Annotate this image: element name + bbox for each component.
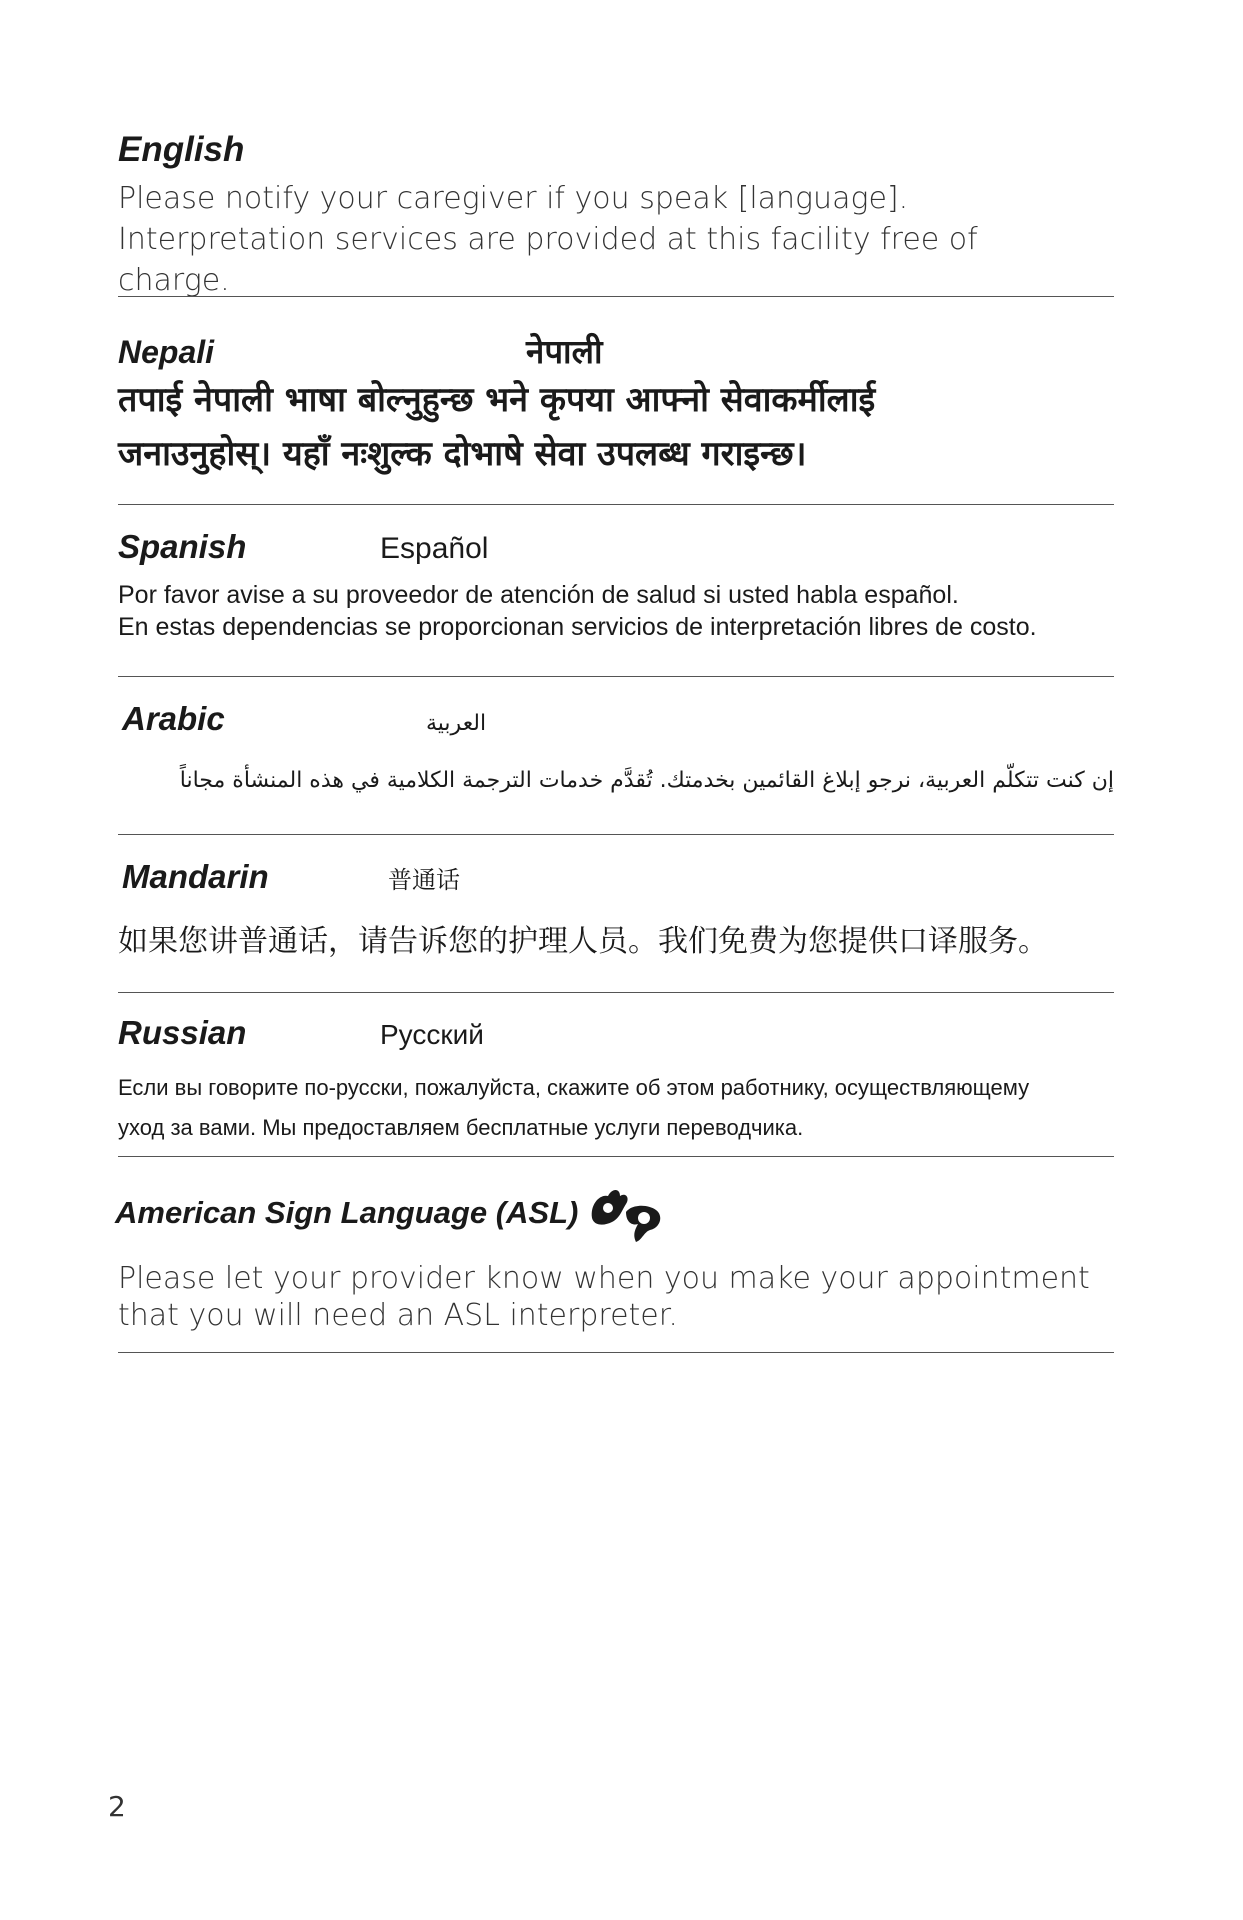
native-language-name: Español bbox=[380, 532, 489, 565]
language-label: American Sign Language (ASL) bbox=[115, 1195, 579, 1230]
divider bbox=[118, 1352, 1114, 1353]
section-russian bbox=[118, 1014, 1114, 1142]
divider bbox=[118, 992, 1114, 993]
divider bbox=[118, 676, 1114, 677]
section-nepali bbox=[118, 328, 1114, 481]
section-body: 如果您讲普通话，请告诉您的护理人员。我们免费为您提供口译服务。 bbox=[118, 924, 1048, 959]
language-label: Spanish bbox=[118, 528, 247, 565]
section-body-line: that you will need an ASL interpreter. bbox=[118, 1298, 678, 1333]
language-label: Nepali bbox=[118, 334, 215, 370]
section-body: إن كنت تتكلّم العربية، نرجو إبلاغ القائمين بخدمتك. تُقدَّم خدمات الترجمة الكلامية في هذه المنشأة مجاناً bbox=[179, 768, 1114, 793]
section-body-line: तपाई नेपाली भाषा बोल्नुहुन्छ भने कृपया आफ्नो सेवाकर्मीलाई bbox=[118, 380, 876, 420]
section-body-line: Por favor avise a su proveedor de atención de salud si usted habla español. bbox=[118, 581, 959, 609]
divider bbox=[118, 296, 1114, 297]
section-body: Please notify your caregiver if you speak [language]. Interpretation services are provided at this facility free of charge. bbox=[118, 181, 978, 298]
language-label: Mandarin bbox=[122, 858, 269, 895]
language-label: Russian bbox=[118, 1014, 247, 1051]
section-body-line: जनाउनुहोस्। यहाँ नःशुल्क दोभाषे सेवा उपलब्ध गराइन्छ। bbox=[118, 434, 807, 474]
section-mandarin bbox=[118, 858, 1114, 960]
native-language-name: العربية bbox=[426, 711, 487, 736]
divider bbox=[118, 504, 1114, 505]
native-language-name: नेपाली bbox=[526, 332, 603, 371]
section-body-line: Please let your provider know when you make your appointment bbox=[118, 1261, 1090, 1296]
section-body-line: уход за вами. Мы предоставляем бесплатные услуги переводчика. bbox=[118, 1115, 804, 1140]
asl-hands-icon bbox=[586, 1182, 666, 1244]
section-english bbox=[118, 130, 1114, 301]
native-language-name: Русский bbox=[380, 1019, 484, 1050]
divider bbox=[118, 834, 1114, 835]
language-label: Arabic bbox=[122, 700, 225, 737]
section-body-line: En estas dependencias se proporcionan servicios de interpretación libres de costo. bbox=[118, 613, 1037, 641]
section-spanish bbox=[118, 528, 1114, 642]
language-label: English bbox=[118, 130, 245, 169]
section-arabic bbox=[118, 700, 1114, 793]
native-language-name: 普通话 bbox=[388, 866, 460, 894]
page-number: 2 bbox=[108, 1790, 126, 1823]
section-body-line: Если вы говорите по-русски, пожалуйста, скажите об этом работнику, осуществляющему bbox=[118, 1075, 1030, 1100]
divider bbox=[118, 1156, 1114, 1157]
section-asl bbox=[115, 1182, 1114, 1336]
